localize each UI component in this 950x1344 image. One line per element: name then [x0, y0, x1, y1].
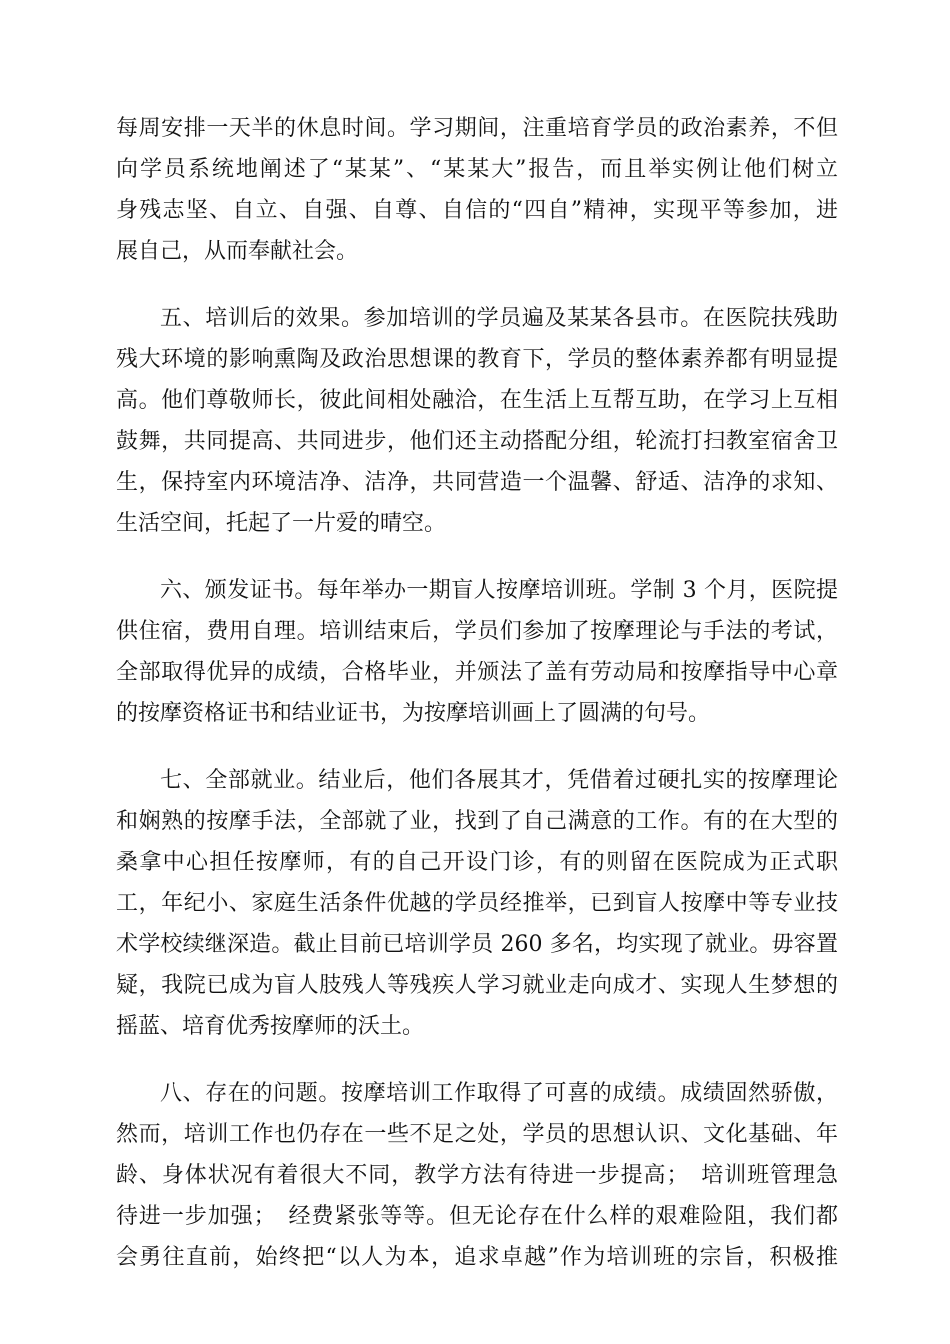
paragraph — [116, 760, 838, 1047]
text-line: 向学员系统地阐述了“某某”、“某某大”报告，而且举实例让他们树立 — [116, 157, 838, 182]
text-line: 高。他们尊敬师长，彼此间相处融洽，在生活上互帮互助，在学习上互相 — [116, 388, 838, 413]
text-line: 疑，我院已成为盲人肢残人等残疾人学习就业走向成才、实现人生梦想的 — [116, 973, 838, 998]
text-line: 身残志坚、自立、自强、自尊、自信的“四自”精神，实现平等参加，进 — [116, 198, 838, 223]
text-line: 八、存在的问题。按摩培训工作取得了可喜的成绩。成绩固然骄傲， — [160, 1081, 838, 1106]
text-line: 会勇往直前，始终把“以人为本，追求卓越”作为培训班的宗旨，积极推 — [116, 1245, 838, 1270]
text-line: 五、培训后的效果。参加培训的学员遍及某某各县市。在医院扶残助 — [160, 306, 838, 331]
text-line: 全部取得优异的成绩，合格毕业，并颁法了盖有劳动局和按摩指导中心章 — [116, 660, 838, 685]
text-line: 和娴熟的按摩手法，全部就了业，找到了自己满意的工作。有的在大型的 — [116, 809, 838, 834]
text-line: 展自己，从而奉献社会。 — [116, 239, 359, 264]
paragraph — [116, 1073, 838, 1278]
text-line: 龄、身体状况有着很大不同，教学方法有待进一步提高； 培训班管理急 — [116, 1163, 838, 1188]
paragraph — [116, 298, 838, 544]
text-line: 生，保持室内环境洁净、洁净，共同营造一个温馨、舒适、洁净的求知、 — [116, 470, 838, 495]
text-line: 然而，培训工作也仍存在一些不足之处，学员的思想认识、文化基础、年 — [116, 1122, 838, 1147]
text-line: 供住宿，费用自理。培训结束后，学员们参加了按摩理论与手法的考试， — [116, 619, 838, 644]
text-line: 鼓舞，共同提高、共同进步，他们还主动搭配分组，轮流打扫教室宿舍卫 — [116, 429, 838, 454]
text-line: 工，年纪小、家庭生活条件优越的学员经推举，已到盲人按摩中等专业技 — [116, 891, 838, 916]
text-line: 七、全部就业。结业后，他们各展其才，凭借着过硬扎实的按摩理论 — [160, 768, 838, 793]
text-line: 残大环境的影响熏陶及政治思想课的教育下，学员的整体素养都有明显提 — [116, 347, 838, 372]
text-line: 桑拿中心担任按摩师，有的自己开设门诊，有的则留在医院成为正式职 — [116, 850, 838, 875]
document-body — [116, 108, 838, 1304]
text-line: 的按摩资格证书和结业证书，为按摩培训画上了圆满的句号。 — [116, 701, 711, 726]
text-line: 术学校续继深造。截止目前已培训学员 260 多名，均实现了就业。毋容置 — [116, 932, 838, 957]
paragraph — [116, 570, 838, 734]
text-line: 待进一步加强； 经费紧张等等。但无论存在什么样的艰难险阻，我们都 — [116, 1204, 838, 1229]
text-line: 六、颁发证书。每年举办一期盲人按摩培训班。学制 3 个月，医院提 — [160, 578, 838, 603]
text-line: 生活空间，托起了一片爱的晴空。 — [116, 511, 447, 536]
text-line: 每周安排一天半的休息时间。学习期间，注重培育学员的政治素养，不但 — [116, 116, 838, 141]
text-line: 摇蓝、培育优秀按摩师的沃土。 — [116, 1014, 425, 1039]
paragraph — [116, 108, 838, 272]
